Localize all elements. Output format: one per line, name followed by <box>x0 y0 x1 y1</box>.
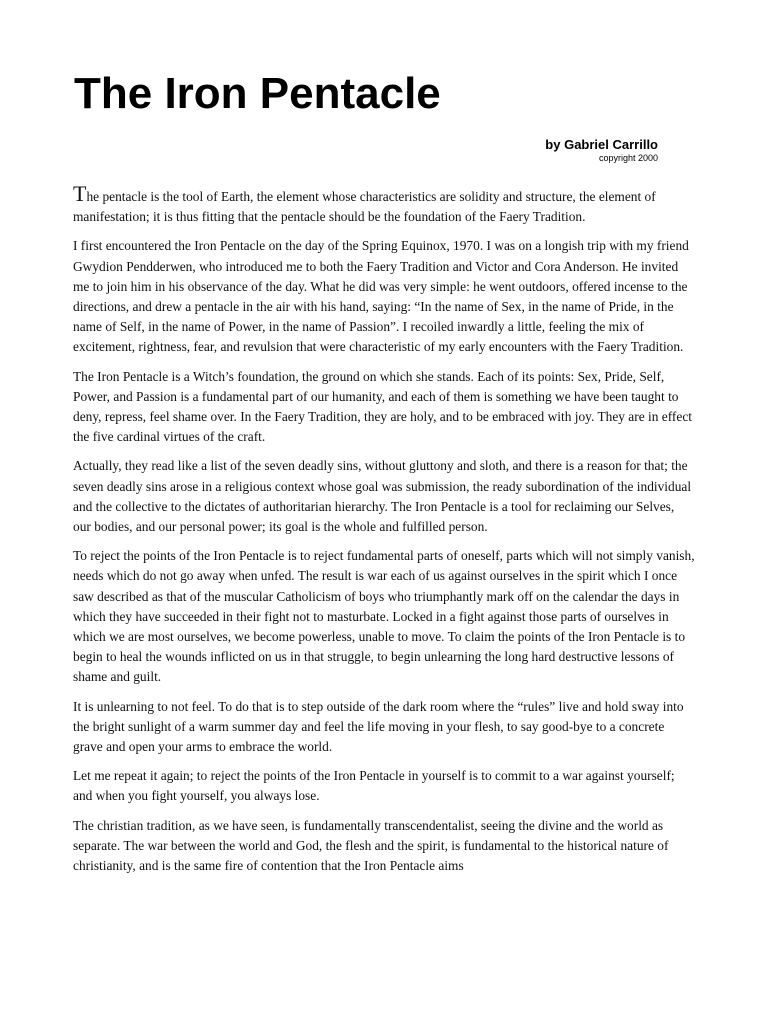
author-line: by Gabriel Carrillo <box>545 137 658 152</box>
paragraph-5: To reject the points of the Iron Pentacle is to reject fundamental parts of oneself, parts which will not simply vanish, needs which do not go away when unfed. The result is war each of us against ourselves in the spirit which I once saw described as that of the muscular Catholicism of boys who triumphantly mark off on the calendar the days in which they have succeeded in their fight not to masturbate. Locked in a fight against those parts of ourselves in which we are most ourselves, we become powerless, unable to move. To claim the points of the Iron Pentacle is to begin to heal the wounds inflicted on us in that struggle, to begin unlearning the long hard destructive lessons of shame and guilt. <box>73 548 695 685</box>
paragraph-8: The christian tradition, as we have seen, is fundamentally transcendentalist, seeing the divine and the world as separate. The war between the world and God, the flesh and the spirit, is fundamental to the historical nature of christianity, and is the same fire of contention that the Iron Pentacle aims <box>73 817 669 874</box>
copyright-line: copyright 2000 <box>598 153 658 163</box>
paragraph-3: The Iron Pentacle is a Witch’s foundation, the ground on which she stands. Each of its points: Sex, Pride, Self, Power, and Passion is a fundamental part of our humanity, and each of them is something we have been taught to deny, repress, feel shame over. In the Faery Tradition, they are holy, and to be embraced with joy. They are in effect the five cardinal virtues of the craft. <box>73 368 692 445</box>
paragraph-6: It is unlearning to not feel. To do that is to step outside of the dark room where the “rules” live and hold sway into the bright sunlight of a warm summer day and feel the life moving in your flesh, to say good-bye to a concrete grave and open your arms to embrace the world. <box>73 698 684 755</box>
paragraph-1 <box>73 181 695 227</box>
paragraph-1-text: he pentacle is the tool of Earth, the element whose characteristics are solidity and structure, the element of manifestation; it is thus fitting that the pentacle should be the foundation of the Faery Tradition. <box>73 189 656 225</box>
paragraph-2: I first encountered the Iron Pentacle on the day of the Spring Equinox, 1970. I was on a longish trip with my friend Gwydion Pendderwen, who introduced me to both the Faery Tradition and Victor and Cora Anderson. He invited me to join him in his observance of the day. What he did was very simple: he went outdoors, offered incense to the directions, and drew a pentacle in the air with his hand, saying: “In the name of Sex, in the name of Pride, in the name of Self, in the name of Power, in the name of Passion”. I recoiled inwardly a little, feeling the mix of excitement, rightness, fear, and revulsion that were characteristic of my early encounters with the Faery Tradition. <box>73 238 689 355</box>
paragraph-4: Actually, they read like a list of the seven deadly sins, without gluttony and sloth, and there is a reason for that; the seven deadly sins arose in a religious context whose goal was submission, the ready subordination of the individual and the collective to the dictates of authoritarian hierarchy. The Iron Pentacle is a tool for reclaiming our Selves, our bodies, and our personal power; its goal is the whole and fulfilled person. <box>73 458 692 535</box>
document-title: The Iron Pentacle <box>74 69 441 118</box>
paragraph-7: Let me repeat it again; to reject the points of the Iron Pentacle in yourself is to commit to a war against yourself; and when you fight yourself, you always lose. <box>73 768 675 804</box>
drop-cap-letter: T <box>73 181 87 206</box>
document-body <box>73 181 695 885</box>
byline <box>545 137 658 163</box>
